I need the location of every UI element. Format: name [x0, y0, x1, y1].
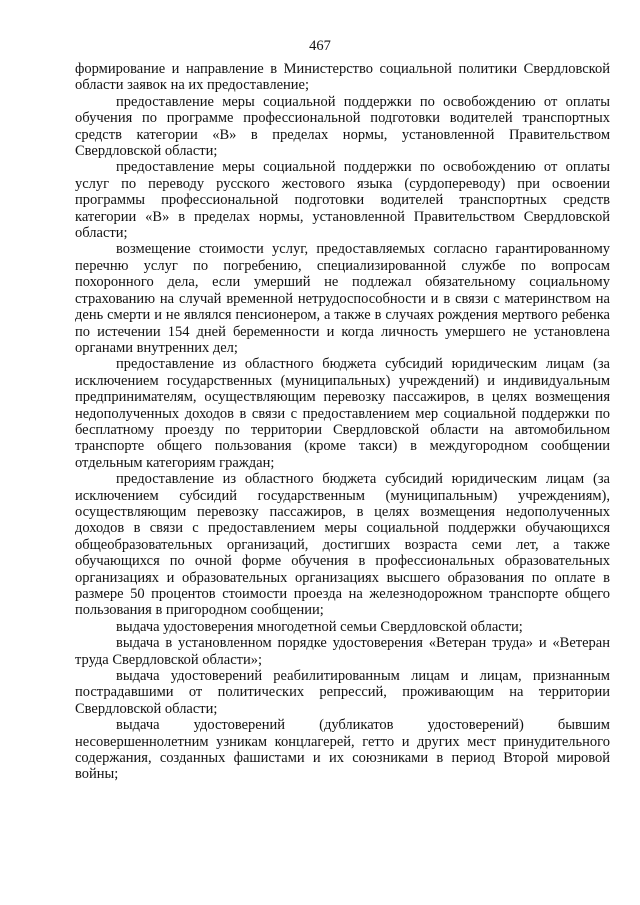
paragraph: выдача удостоверений (дубликатов удостоверений) бывшим несовершеннолетним узникам концлагерей, гетто и других мест принудительного содержания, созданных фашистами и их союзниками в период Второй мировой войны; — [75, 717, 610, 783]
paragraph: выдача удостоверений реабилитированным лицам и лицам, признанным пострадавшими от политических репрессий, проживающим на территории Свердловской области; — [75, 668, 610, 717]
paragraph: выдача в установленном порядке удостоверения «Ветеран труда» и «Ветеран труда Свердловской области»; — [75, 635, 610, 668]
body-text — [75, 61, 610, 783]
paragraph: предоставление меры социальной поддержки по освобождению от оплаты обучения по программе профессиональной подготовки водителей транспортных средств категории «B» в пределах нормы, установленной Правительством Свердловской области; — [75, 93, 610, 160]
paragraph: выдача удостоверения многодетной семьи Свердловской области; — [116, 618, 523, 635]
paragraph: формирование и направление в Министерство социальной политики Свердловской области заявок на их предоставление; — [75, 61, 610, 94]
paragraph: возмещение стоимости услуг, предоставляемых согласно гарантированному перечню услуг по погребению, специализированной службе по вопросам похоронного дела, если умерший не подлежал обязательному социальному страхованию на случай временной нетрудоспособности и в связи с материнством на день смерти и не являлся пенсионером, а также в случаях рождения мертвого ребенка по истечении 154 дней беременности и когда личность умершего не установлена органами внутренних дел; — [75, 241, 610, 356]
page-number: 467 — [309, 38, 331, 54]
paragraph: предоставление из областного бюджета субсидий юридическим лицам (за исключением государственных (муниципальных) учреждений) и индивидуальным предпринимателям, осуществляющим перевозку пассажиров, в целях возмещения недополученных доходов в связи с предоставлением мер социальной поддержки по бесплатному проезду по территории Свердловской области на автомобильном транспорте общего пользования (кроме такси) в междугородном сообщении отдельным категориям граждан; — [75, 356, 610, 471]
paragraph: предоставление из областного бюджета субсидий юридическим лицам (за исключением субсидий государственным (муниципальным) учреждениям), осуществляющим перевозку пассажиров, в целях возмещения недополученных доходов в связи с предоставлением меры социальной поддержки обучающихся общеобразовательных организаций, достигших возраста семи лет, а также обучающихся по очной форме обучения в профессиональных образовательных организациях и образовательных организациях высшего образования по оплате в размере 50 процентов стоимости проезда на железнодорожном транспорте общего пользования в пригородном сообщении; — [75, 471, 610, 619]
paragraph: предоставление меры социальной поддержки по освобождению от оплаты услуг по переводу русского жестового языка (сурдопереводу) при освоении программы профессиональной подготовки водителей транспортных средств категории «B» в пределах нормы, установленной Правительством Свердловской области; — [75, 159, 610, 242]
